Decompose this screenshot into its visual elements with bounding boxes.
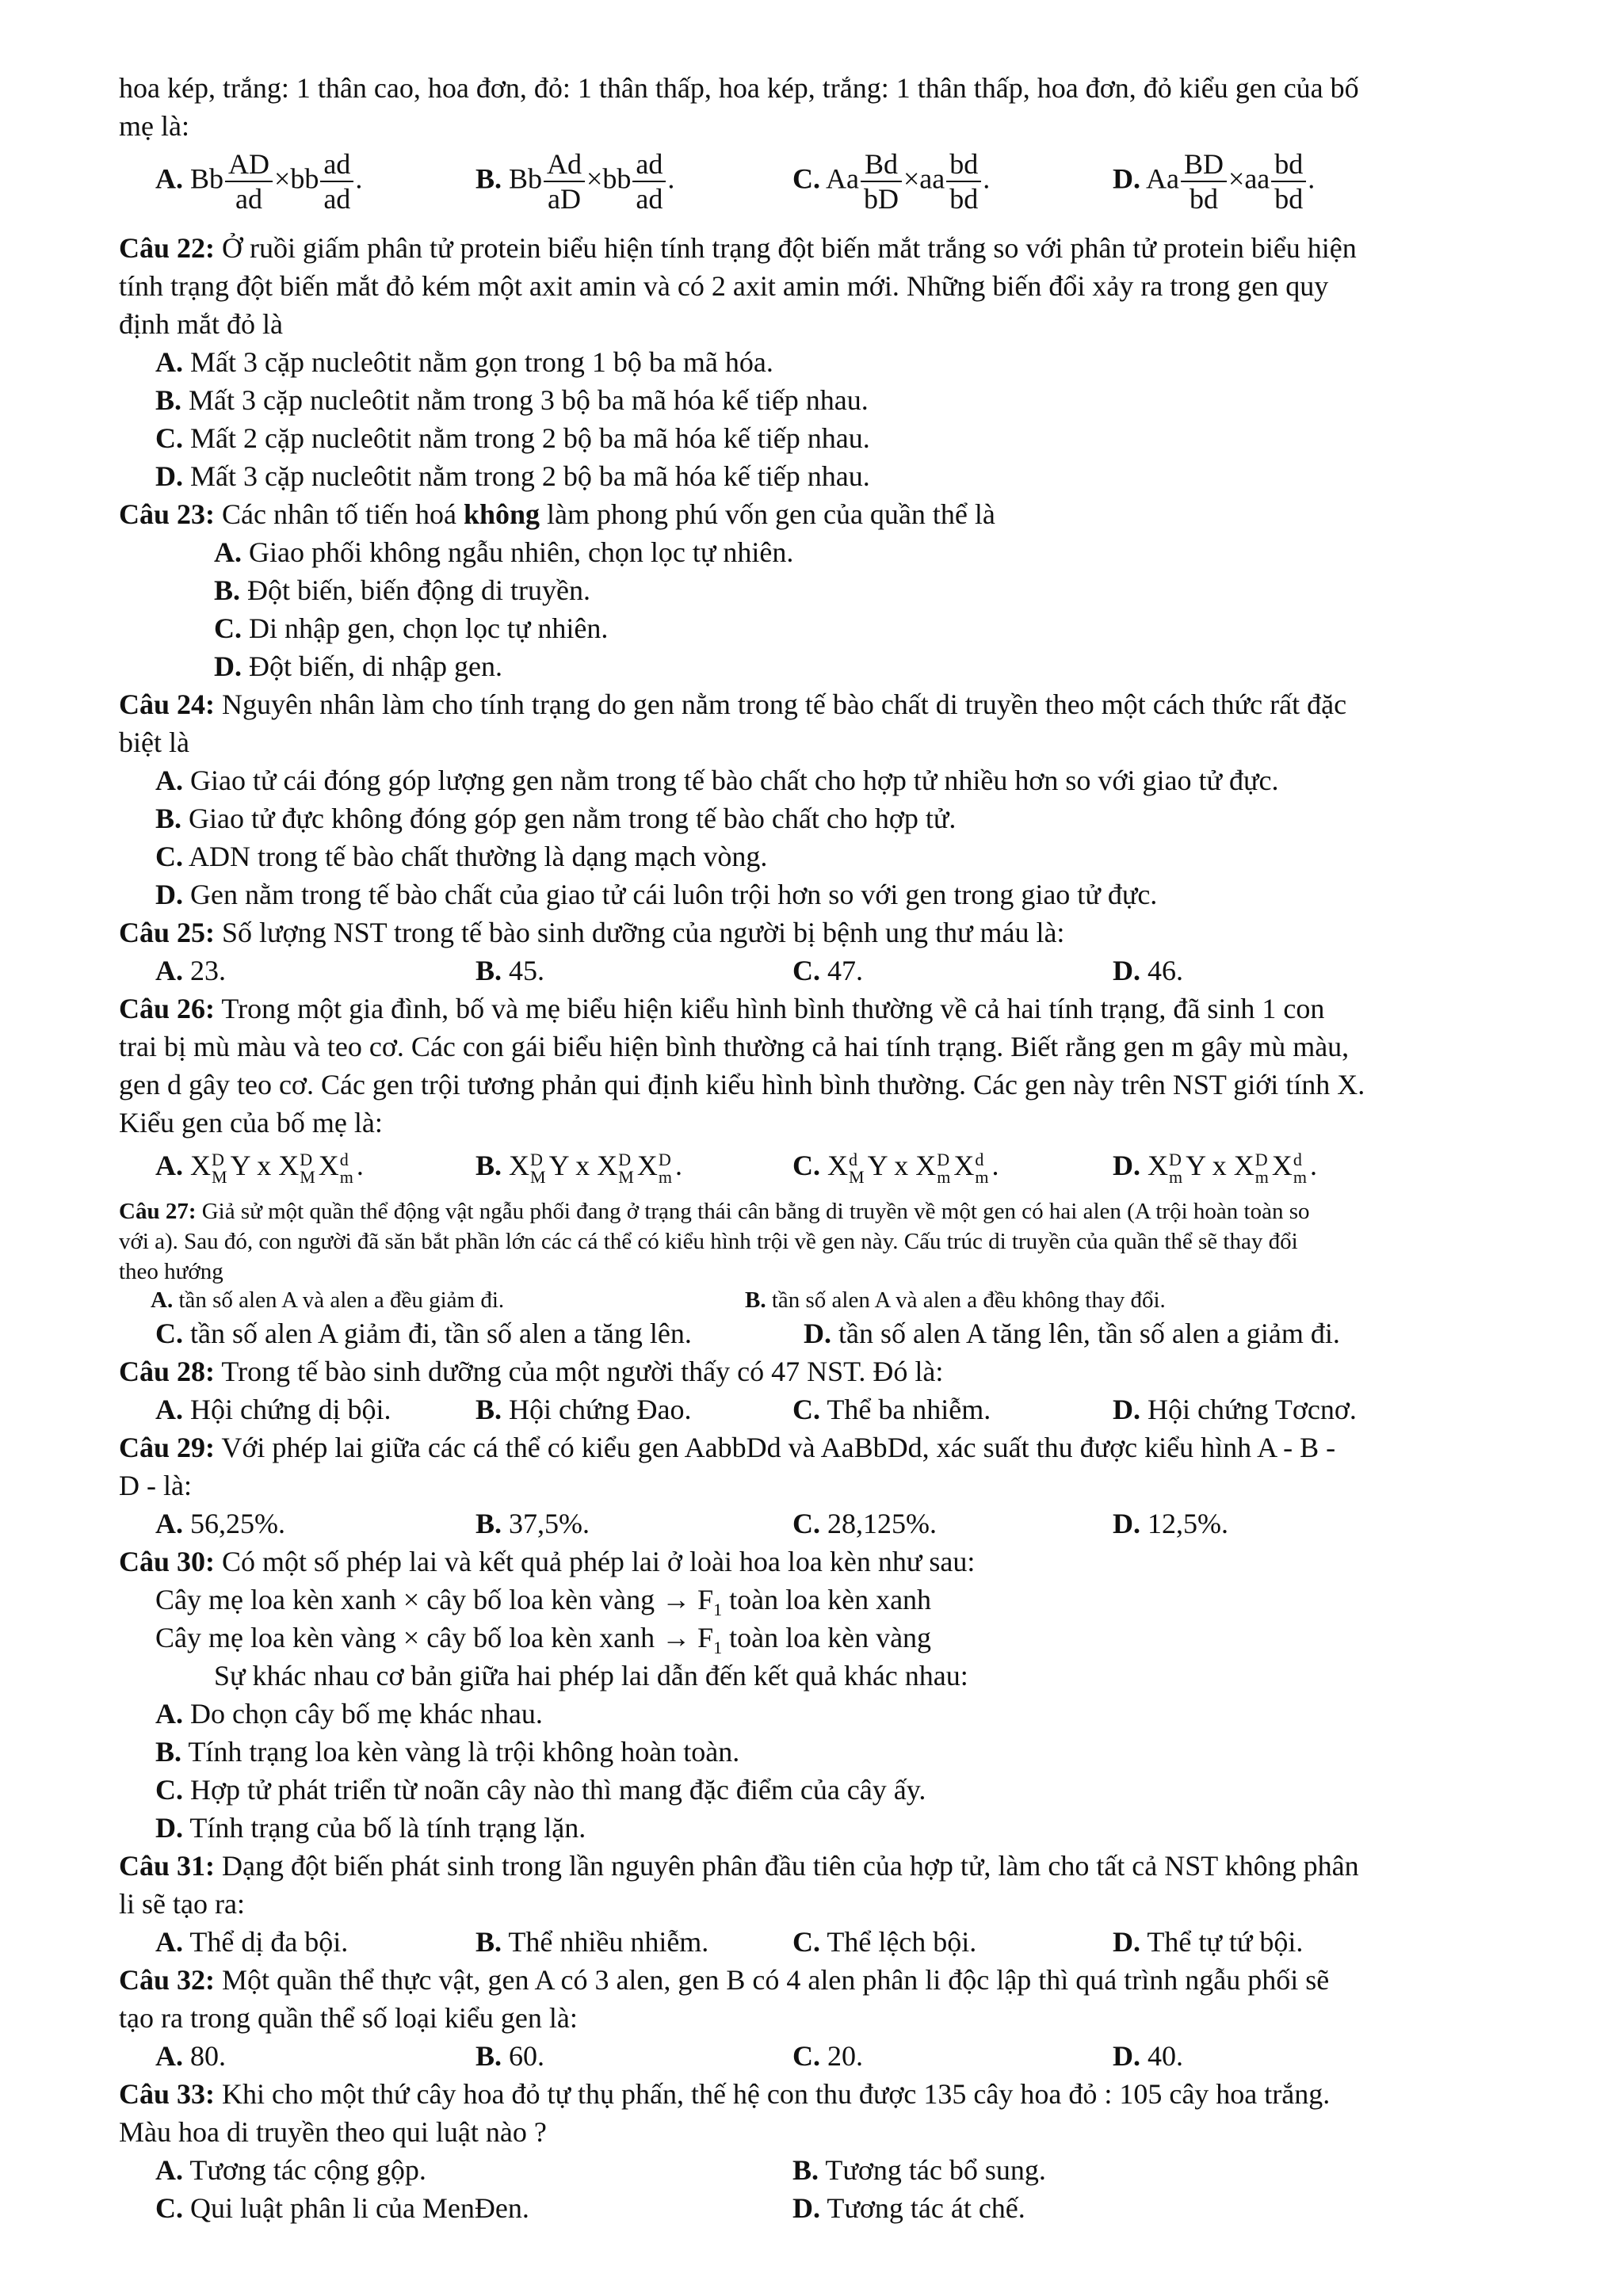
allele-m: m bbox=[658, 1166, 672, 1187]
q26-stem: trai bị mù màu và teo cơ. Các con gái biểu hiện bình thường cả hai tính trạng. Biết rằng gen m gây mù màu, bbox=[119, 1031, 1350, 1062]
allele-stack bbox=[1293, 1151, 1307, 1186]
q22-stem: tính trạng đột biến mắt đỏ kém một axit amin và có 2 axit amin mới. Những biến đổi xảy ra trong gen quy bbox=[119, 270, 1329, 302]
q33-option-c: C. Qui luật phân li của MenĐen. bbox=[155, 2192, 529, 2224]
q28-option-a: A. Hội chứng dị bội. bbox=[155, 1394, 391, 1425]
q27-stem: theo hướng bbox=[119, 1259, 223, 1284]
q29-option-d: D. 12,5%. bbox=[1113, 1508, 1228, 1539]
q30-option-d: D. Tính trạng của bố là tính trạng lặn. bbox=[155, 1812, 586, 1844]
q31-option-c: C. Thể lệch bội. bbox=[792, 1926, 977, 1958]
q33-stem: Màu hoa di truyền theo qui luật nào ? bbox=[119, 2116, 547, 2148]
x-chromosome: X D m bbox=[1233, 1149, 1269, 1187]
q21-text-line: hoa kép, trắng: 1 thân cao, hoa đơn, đỏ: 1 thân thấp, hoa kép, trắng: 1 thân thấp, hoa đơn, đỏ kiểu gen của bố bbox=[119, 72, 1359, 104]
x-chromosome: X d M bbox=[827, 1149, 865, 1187]
q27-option-c: C. tần số alen A giảm đi, tần số alen a tăng lên. bbox=[155, 1318, 692, 1349]
q29-stem: Câu 29: Với phép lai giữa các cá thể có kiểu gen AabbDd và AaBbDd, xác suất thu được kiểu hình A - B - bbox=[119, 1432, 1336, 1463]
genotype-fraction: $\frac{ad}{ad}$ bbox=[632, 147, 666, 215]
allele-d: D bbox=[618, 1149, 632, 1169]
punctuation: . bbox=[674, 1150, 682, 1181]
allele-d: d bbox=[975, 1149, 984, 1169]
allele-m: M bbox=[849, 1166, 865, 1187]
allele-m: M bbox=[530, 1166, 546, 1187]
q24-option-a: A. Giao tử cái đóng góp lượng gen nằm trong tế bào chất cho hợp tử nhiều hơn so với giao tử đực. bbox=[155, 765, 1279, 796]
q23-option-b: B. Đột biến, biến động di truyền. bbox=[214, 574, 590, 606]
allele-stack bbox=[300, 1151, 315, 1186]
allele-m: M bbox=[212, 1166, 227, 1187]
q27-stem: với a). Sau đó, con người đã săn bắt phần lớn các cá thể có kiểu hình trội về gen này. Cấu trúc di truyền của quần thể sẽ thay đổi bbox=[119, 1229, 1298, 1254]
q32-option-b: B. 60. bbox=[475, 2040, 545, 2072]
genotype-fraction: $\frac{BD}{bd}$ bbox=[1181, 147, 1227, 215]
q27-option-d: D. tần số alen A tăng lên, tần số alen a giảm đi. bbox=[804, 1318, 1340, 1349]
option-label: C. bbox=[792, 1150, 820, 1181]
allele-d: d bbox=[1293, 1149, 1302, 1169]
allele-stack bbox=[340, 1151, 353, 1186]
q30-option-b: B. Tính trạng loa kèn vàng là trội không hoàn toàn. bbox=[155, 1736, 740, 1768]
q25-option-c: C. 47. bbox=[792, 955, 863, 986]
x-chromosome: X D m bbox=[915, 1149, 951, 1187]
allele-m: m bbox=[937, 1166, 951, 1187]
punctuation: . bbox=[991, 1150, 999, 1181]
q27-option-a: A. tần số alen A và alen a đều giảm đi. bbox=[151, 1287, 505, 1313]
q22-option-d: D. Mất 3 cặp nucleôtit nằm trong 2 bộ ba mã hóa kế tiếp nhau. bbox=[155, 460, 870, 492]
q23-stem: Câu 23: Các nhân tố tiến hoá không làm phong phú vốn gen của quần thể là bbox=[119, 498, 995, 530]
genotype-fraction: $\frac{bd}{bd}$ bbox=[1271, 147, 1306, 215]
allele-stack bbox=[1255, 1151, 1269, 1186]
x-chromosome: X D M bbox=[278, 1149, 315, 1187]
q28-stem: Câu 28: Trong tế bào sinh dưỡng của một người thấy có 47 NST. Đó là: bbox=[119, 1356, 944, 1387]
x-chromosome: X d m bbox=[318, 1149, 353, 1187]
q31-option-b: B. Thể nhiều nhiễm. bbox=[475, 1926, 709, 1958]
genotype-fraction: $\frac{Ad}{aD}$ bbox=[544, 147, 585, 215]
q21-option-d: D. Aa $\frac{BD}{bd}$ ×aa $\frac{bd}{bd}$ . bbox=[1113, 148, 1316, 215]
allele-m: m bbox=[975, 1166, 989, 1187]
q25-stem: Câu 25: Số lượng NST trong tế bào sinh dưỡng của người bị bệnh ung thư máu là: bbox=[119, 917, 1065, 948]
allele-stack bbox=[659, 1151, 672, 1186]
q31-stem: li sẽ tạo ra: bbox=[119, 1888, 245, 1920]
allele-stack bbox=[849, 1151, 865, 1186]
y-chromosome-cross: Y x bbox=[1186, 1150, 1234, 1181]
q23-option-c: C. Di nhập gen, chọn lọc tự nhiên. bbox=[214, 612, 609, 644]
q22-option-c: C. Mất 2 cặp nucleôtit nằm trong 2 bộ ba mã hóa kế tiếp nhau. bbox=[155, 422, 870, 454]
q30-option-c: C. Hợp tử phát triển từ noãn cây nào thì mang đặc điểm của cây ấy. bbox=[155, 1774, 926, 1806]
allele-d: D bbox=[530, 1149, 543, 1169]
genotype-fraction: $\frac{Bd}{bD}$ bbox=[861, 147, 902, 215]
allele-d: D bbox=[212, 1149, 224, 1169]
q32-option-a: A. 80. bbox=[155, 2040, 226, 2072]
allele-m: m bbox=[1169, 1166, 1183, 1187]
q22-option-a: A. Mất 3 cặp nucleôtit nằm gọn trong 1 bộ ba mã hóa. bbox=[155, 346, 773, 378]
y-chromosome-cross: Y x bbox=[548, 1150, 598, 1181]
q23-option-a: A. Giao phối không ngẫu nhiên, chọn lọc tự nhiên. bbox=[214, 536, 794, 568]
allele-stack bbox=[975, 1151, 988, 1186]
allele-d: d bbox=[339, 1149, 349, 1169]
q32-stem: tạo ra trong quần thể số loại kiểu gen là: bbox=[119, 2002, 578, 2034]
q27-stem: Câu 27: Giả sử một quần thể động vật ngẫu phối đang ở trạng thái cân bằng di truyền về một gen có hai alen (A trội hoàn toàn so bbox=[119, 1199, 1310, 1224]
x-chromosome: X d m bbox=[1271, 1149, 1308, 1187]
punctuation: . bbox=[1310, 1150, 1318, 1181]
q30-question: Sự khác nhau cơ bản giữa hai phép lai dẫn đến kết quả khác nhau: bbox=[214, 1660, 968, 1691]
allele-d: d bbox=[849, 1149, 857, 1169]
q24-stem: Câu 24: Nguyên nhân làm cho tính trạng do gen nằm trong tế bào chất di truyền theo một cách thức rất đặc bbox=[119, 688, 1347, 720]
x-chromosome: X D M bbox=[597, 1149, 634, 1187]
allele-stack bbox=[530, 1151, 546, 1186]
x-chromosome: X D M bbox=[190, 1149, 227, 1187]
allele-m: M bbox=[300, 1166, 315, 1187]
punctuation: . bbox=[356, 1150, 364, 1181]
q26-stem: Câu 26: Trong một gia đình, bố và mẹ biểu hiện kiểu hình bình thường về cả hai tính trạng, đã sinh 1 con bbox=[119, 993, 1325, 1024]
q25-option-b: B. 45. bbox=[475, 955, 545, 986]
q29-option-b: B. 37,5%. bbox=[475, 1508, 590, 1539]
q30-cross-2: Cây mẹ loa kèn vàng × cây bố loa kèn xanh → $F_1$ toàn loa kèn vàng bbox=[155, 1622, 932, 1658]
q33-option-b: B. Tương tác bổ sung. bbox=[792, 2154, 1046, 2186]
q31-stem: Câu 31: Dạng đột biến phát sinh trong lần nguyên phân đầu tiên của hợp tử, làm cho tất cả NST không phân bbox=[119, 1850, 1359, 1882]
q24-stem: biệt là bbox=[119, 727, 189, 758]
q26-option-d bbox=[1113, 1147, 1317, 1186]
q24-option-d: D. Gen nằm trong tế bào chất của giao tử cái luôn trội hơn so với gen trong giao tử đực. bbox=[155, 879, 1158, 910]
q28-option-d: D. Hội chứng Tơcnơ. bbox=[1113, 1394, 1357, 1425]
y-chromosome-cross: Y x bbox=[230, 1150, 279, 1181]
allele-d: D bbox=[937, 1149, 950, 1169]
q27-option-b: B. tần số alen A và alen a đều không thay đổi. bbox=[745, 1287, 1166, 1313]
q26-stem: Kiểu gen của bố mẹ là: bbox=[119, 1107, 383, 1138]
q23-option-d: D. Đột biến, di nhập gen. bbox=[214, 650, 502, 682]
allele-d: D bbox=[1169, 1149, 1182, 1169]
q24-option-c: C. ADN trong tế bào chất thường là dạng mạch vòng. bbox=[155, 841, 768, 872]
q21-option-b: B. Bb $\frac{Ad}{aD}$ ×bb $\frac{ad}{ad}$ . bbox=[475, 148, 675, 215]
q31-option-d: D. Thể tự tứ bội. bbox=[1113, 1926, 1304, 1958]
q25-option-d: D. 46. bbox=[1113, 955, 1183, 986]
allele-m: m bbox=[339, 1166, 353, 1187]
q30-option-a: A. Do chọn cây bố mẹ khác nhau. bbox=[155, 1698, 543, 1730]
x-chromosome: X d m bbox=[953, 1149, 989, 1187]
q22-stem: định mắt đỏ là bbox=[119, 308, 283, 340]
q33-option-a: A. Tương tác cộng gộp. bbox=[155, 2154, 426, 2186]
q21-option-c: C. Aa $\frac{Bd}{bD}$ ×aa $\frac{bd}{bd}$ . bbox=[792, 148, 991, 215]
q29-option-a: A. 56,25%. bbox=[155, 1508, 285, 1539]
q30-stem: Câu 30: Có một số phép lai và kết quả phép lai ở loài hoa loa kèn như sau: bbox=[119, 1546, 976, 1577]
x-chromosome: X D m bbox=[636, 1149, 672, 1187]
genotype-fraction: $\frac{ad}{ad}$ bbox=[320, 147, 353, 215]
q21-option-a: A. Bb $\frac{AD}{ad}$ ×bb $\frac{ad}{ad}$ . bbox=[155, 148, 363, 215]
allele-stack bbox=[937, 1151, 950, 1186]
x-chromosome: X D m bbox=[1148, 1149, 1183, 1187]
q33-stem: Câu 33: Khi cho một thứ cây hoa đỏ tự thụ phấn, thế hệ con thu được 135 cây hoa đỏ : 105 cây hoa trắng. bbox=[119, 2078, 1331, 2110]
q28-option-c: C. Thể ba nhiễm. bbox=[792, 1394, 991, 1425]
q29-stem: D - là: bbox=[119, 1470, 192, 1501]
genotype-fraction: $\frac{bd}{bd}$ bbox=[946, 147, 981, 215]
q24-option-b: B. Giao tử đực không đóng góp gen nằm trong tế bào chất cho hợp tử. bbox=[155, 803, 957, 834]
q22-option-b: B. Mất 3 cặp nucleôtit nằm trong 3 bộ ba mã hóa kế tiếp nhau. bbox=[155, 384, 869, 416]
q25-option-a: A. 23. bbox=[155, 955, 226, 986]
allele-m: m bbox=[1254, 1166, 1269, 1187]
option-label: A. bbox=[155, 1150, 183, 1181]
allele-d: D bbox=[658, 1149, 671, 1169]
q22-stem: Câu 22: Ở ruồi giấm phân tử protein biểu hiện tính trạng đột biến mắt trắng so với phân tử protein biểu hiện bbox=[119, 232, 1357, 264]
q33-option-d: D. Tương tác át chế. bbox=[792, 2192, 1025, 2224]
q28-option-b: B. Hội chứng Đao. bbox=[475, 1394, 692, 1425]
allele-m: m bbox=[1293, 1166, 1308, 1187]
q21-text-line: mẹ là: bbox=[119, 110, 189, 142]
genotype-fraction: $\frac{AD}{ad}$ bbox=[225, 147, 273, 215]
q26-option-a bbox=[155, 1147, 364, 1186]
q26-option-c bbox=[792, 1147, 999, 1186]
q30-cross-1: Cây mẹ loa kèn xanh × cây bố loa kèn vàng → $F_1$ toàn loa kèn xanh bbox=[155, 1584, 932, 1620]
q32-stem: Câu 32: Một quần thể thực vật, gen A có 3 alen, gen B có 4 alen phân li độc lập thì quá trình ngẫu phối sẽ bbox=[119, 1964, 1330, 1996]
q32-option-d: D. 40. bbox=[1113, 2040, 1183, 2072]
q29-option-c: C. 28,125%. bbox=[792, 1508, 937, 1539]
q32-option-c: C. 20. bbox=[792, 2040, 863, 2072]
allele-stack bbox=[618, 1151, 634, 1186]
option-label: D. bbox=[1113, 1150, 1140, 1181]
q26-stem: gen d gây teo cơ. Các gen trội tương phản qui định kiểu hình bình thường. Các gen này trên NST giới tính X. bbox=[119, 1069, 1365, 1100]
allele-d: D bbox=[1254, 1149, 1268, 1169]
option-label: B. bbox=[475, 1150, 502, 1181]
q31-option-a: A. Thể dị đa bội. bbox=[155, 1926, 349, 1958]
allele-d: D bbox=[300, 1149, 313, 1169]
x-chromosome: X D M bbox=[509, 1149, 546, 1187]
y-chromosome-cross: Y x bbox=[867, 1150, 916, 1181]
allele-stack bbox=[212, 1151, 227, 1186]
allele-m: M bbox=[618, 1166, 634, 1187]
q26-option-b bbox=[475, 1147, 682, 1186]
allele-stack bbox=[1169, 1151, 1182, 1186]
